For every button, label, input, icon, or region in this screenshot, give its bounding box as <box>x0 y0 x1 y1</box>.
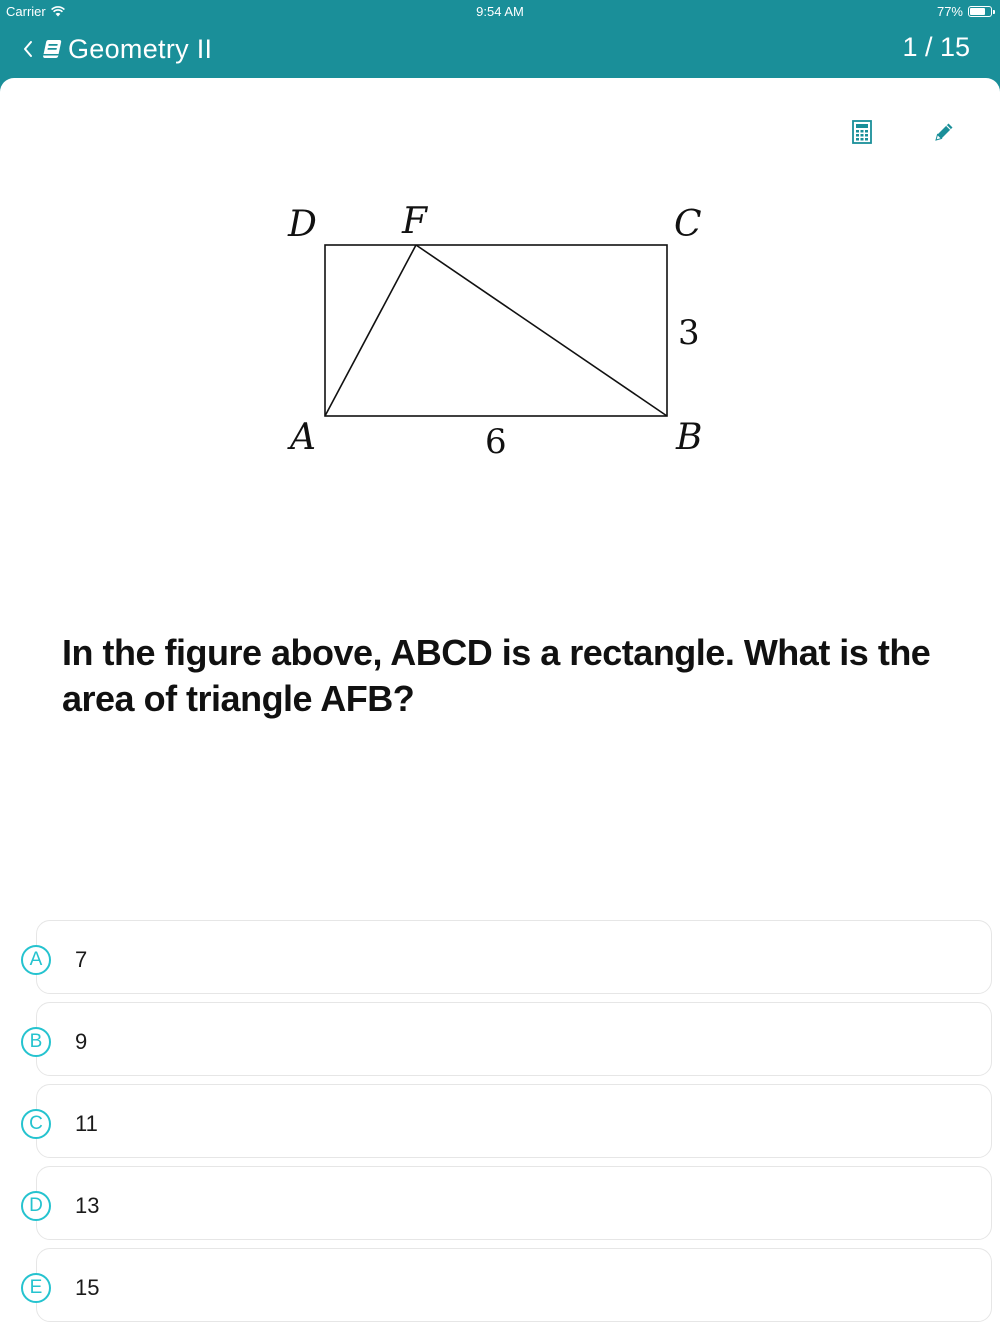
question-text: In the figure above, ABCD is a rectangle. What is the area of triangle AFB? <box>62 632 931 719</box>
vertex-label-d: D <box>288 204 317 245</box>
vertex-label-a: A <box>290 417 316 458</box>
battery-icon <box>968 6 992 17</box>
choice-value: 13 <box>75 1193 100 1218</box>
pencil-icon <box>930 118 958 146</box>
rectangle-figure <box>260 188 740 468</box>
answer-choice-c[interactable] <box>29 1084 992 1158</box>
choice-value: 11 <box>75 1111 98 1136</box>
book-icon <box>40 38 62 60</box>
side-length-ab: 6 <box>485 422 507 462</box>
question-card <box>0 78 1000 1334</box>
choice-letter-badge: D <box>21 1191 51 1221</box>
chevron-left-icon <box>22 39 34 59</box>
battery-fill <box>970 8 985 15</box>
choice-letter-badge: C <box>21 1109 51 1139</box>
choice-letter-badge: B <box>21 1027 51 1057</box>
page-title: Geometry II <box>68 33 213 64</box>
back-button[interactable] <box>22 32 212 66</box>
question-progress: 1 / 15 <box>902 32 970 62</box>
vertex-label-b: B <box>676 417 703 458</box>
calculator-icon <box>848 118 876 146</box>
choice-value: 15 <box>75 1275 100 1300</box>
choice-value: 9 <box>75 1029 88 1054</box>
answer-choice-a[interactable] <box>29 920 992 994</box>
status-battery <box>937 4 992 19</box>
side-length-bc: 3 <box>678 313 700 353</box>
choice-letter-badge: A <box>21 945 51 975</box>
status-time: 9:54 AM <box>476 4 524 19</box>
choice-letter-badge: E <box>21 1273 51 1303</box>
carrier-label: Carrier <box>6 4 46 19</box>
choice-value: 7 <box>75 947 88 972</box>
answer-choice-b[interactable] <box>29 1002 992 1076</box>
segment-fb <box>416 245 667 416</box>
segment-af <box>325 245 416 416</box>
status-bar <box>0 0 1000 22</box>
battery-percent: 77% <box>936 4 963 19</box>
answer-choice-d[interactable] <box>29 1166 992 1240</box>
calculator-button[interactable] <box>848 118 876 146</box>
answer-choice-e[interactable] <box>29 1248 992 1322</box>
vertex-label-f: F <box>402 201 427 242</box>
nav-bar <box>0 22 1000 78</box>
rectangle-abcd <box>325 245 667 416</box>
vertex-label-c: C <box>674 204 702 245</box>
pencil-button[interactable] <box>930 118 958 146</box>
